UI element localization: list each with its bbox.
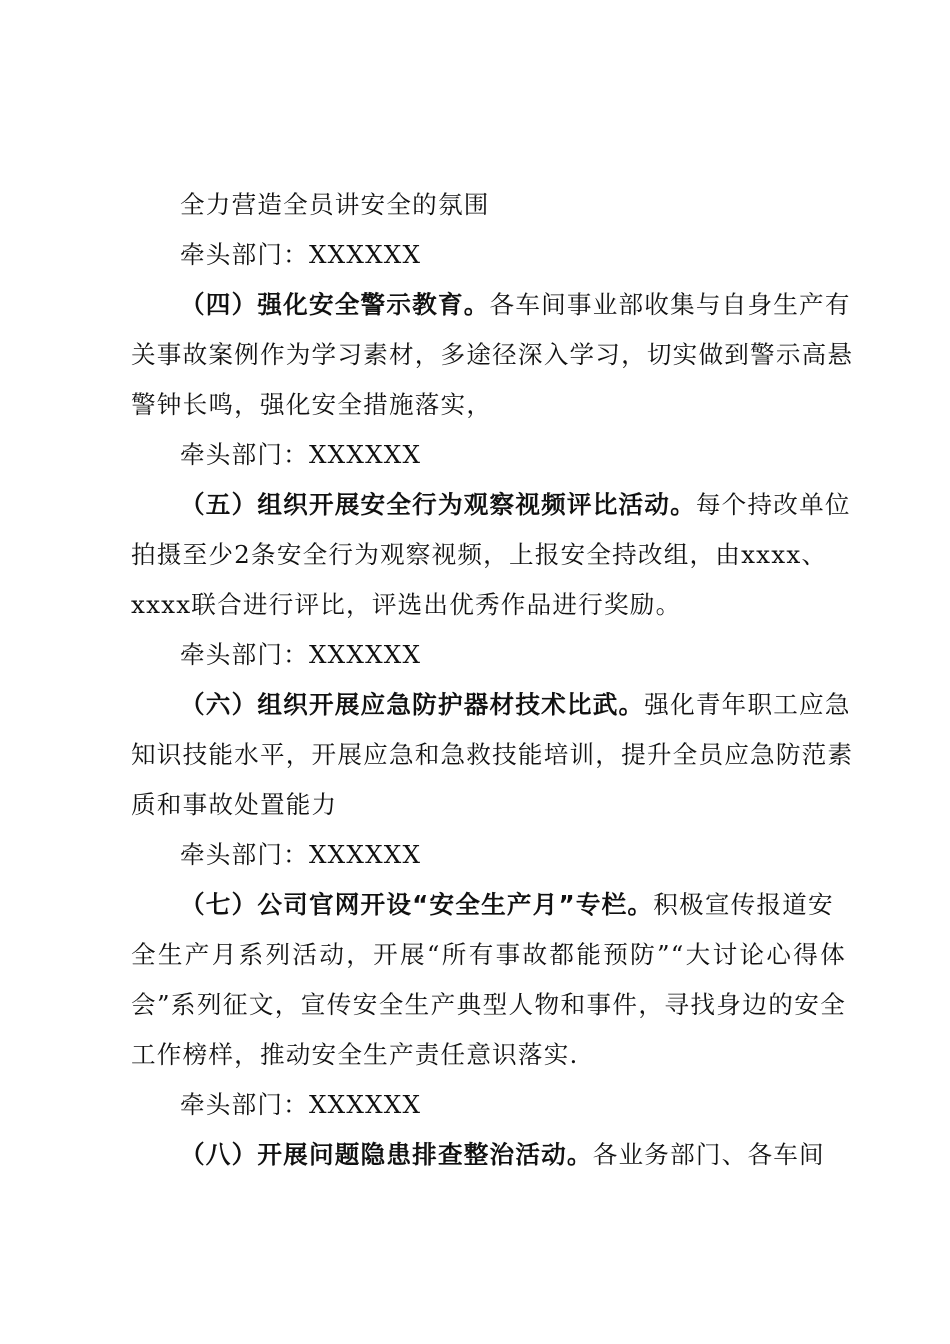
section-heading: （六）组织开展应急防护器材技术比武。 xyxy=(180,690,645,719)
section-heading: （七）公司官网开设“安全生产月”专栏。 xyxy=(180,890,654,919)
lead-department-line: 牵头部门：XXXXXX xyxy=(180,640,422,669)
section-heading-line: （八）开展问题隐患排查整治活动。各业务部门、各车间 xyxy=(180,1140,825,1169)
paragraph-line: 工作榜样，推动安全生产责任意识落实. xyxy=(131,1040,579,1069)
paragraph-line: 关事故案例作为学习素材，多途径深入学习，切实做到警示高悬 xyxy=(131,340,854,369)
paragraph-line: 知识技能水平，开展应急和急救技能培训，提升全员应急防范素 xyxy=(131,740,854,769)
paragraph-line: 警钟长鸣，强化安全措施落实， xyxy=(131,390,493,419)
paragraph-line: 质和事故处置能力 xyxy=(131,790,338,819)
section-heading-line: （四）强化安全警示教育。各车间事业部收集与自身生产有 xyxy=(180,290,851,319)
paragraph-line: 全生产月系列活动，开展“所有事故都能预防”“大讨论心得体 xyxy=(131,940,846,969)
lead-department-line: 牵头部门：XXXXXX xyxy=(180,1090,422,1119)
paragraph-line: xxxx联合进行评比，评选出优秀作品进行奖励。 xyxy=(131,590,682,619)
lead-department-line: 牵头部门：XXXXXX xyxy=(180,240,422,269)
section-heading-line: （七）公司官网开设“安全生产月”专栏。积极宣传报道安 xyxy=(180,890,834,919)
lead-department-line: 牵头部门：XXXXXX xyxy=(180,840,422,869)
section-heading: （五）组织开展安全行为观察视频评比活动。 xyxy=(180,490,696,519)
paragraph-line: 拍摄至少2条安全行为观察视频，上报安全持改组，由xxxx、 xyxy=(131,540,828,569)
section-heading: （八）开展问题隐患排查整治活动。 xyxy=(180,1140,593,1169)
paragraph-line: 会”系列征文，宣传安全生产典型人物和事件，寻找身边的安全 xyxy=(131,990,846,1019)
paragraph-line: 全力营造全员讲安全的氛围 xyxy=(180,190,490,219)
lead-department-line: 牵头部门：XXXXXX xyxy=(180,440,422,469)
section-heading-line: （六）组织开展应急防护器材技术比武。强化青年职工应急 xyxy=(180,690,851,719)
section-heading-line: （五）组织开展安全行为观察视频评比活动。每个持改单位 xyxy=(180,490,851,519)
section-heading: （四）强化安全警示教育。 xyxy=(180,290,490,319)
